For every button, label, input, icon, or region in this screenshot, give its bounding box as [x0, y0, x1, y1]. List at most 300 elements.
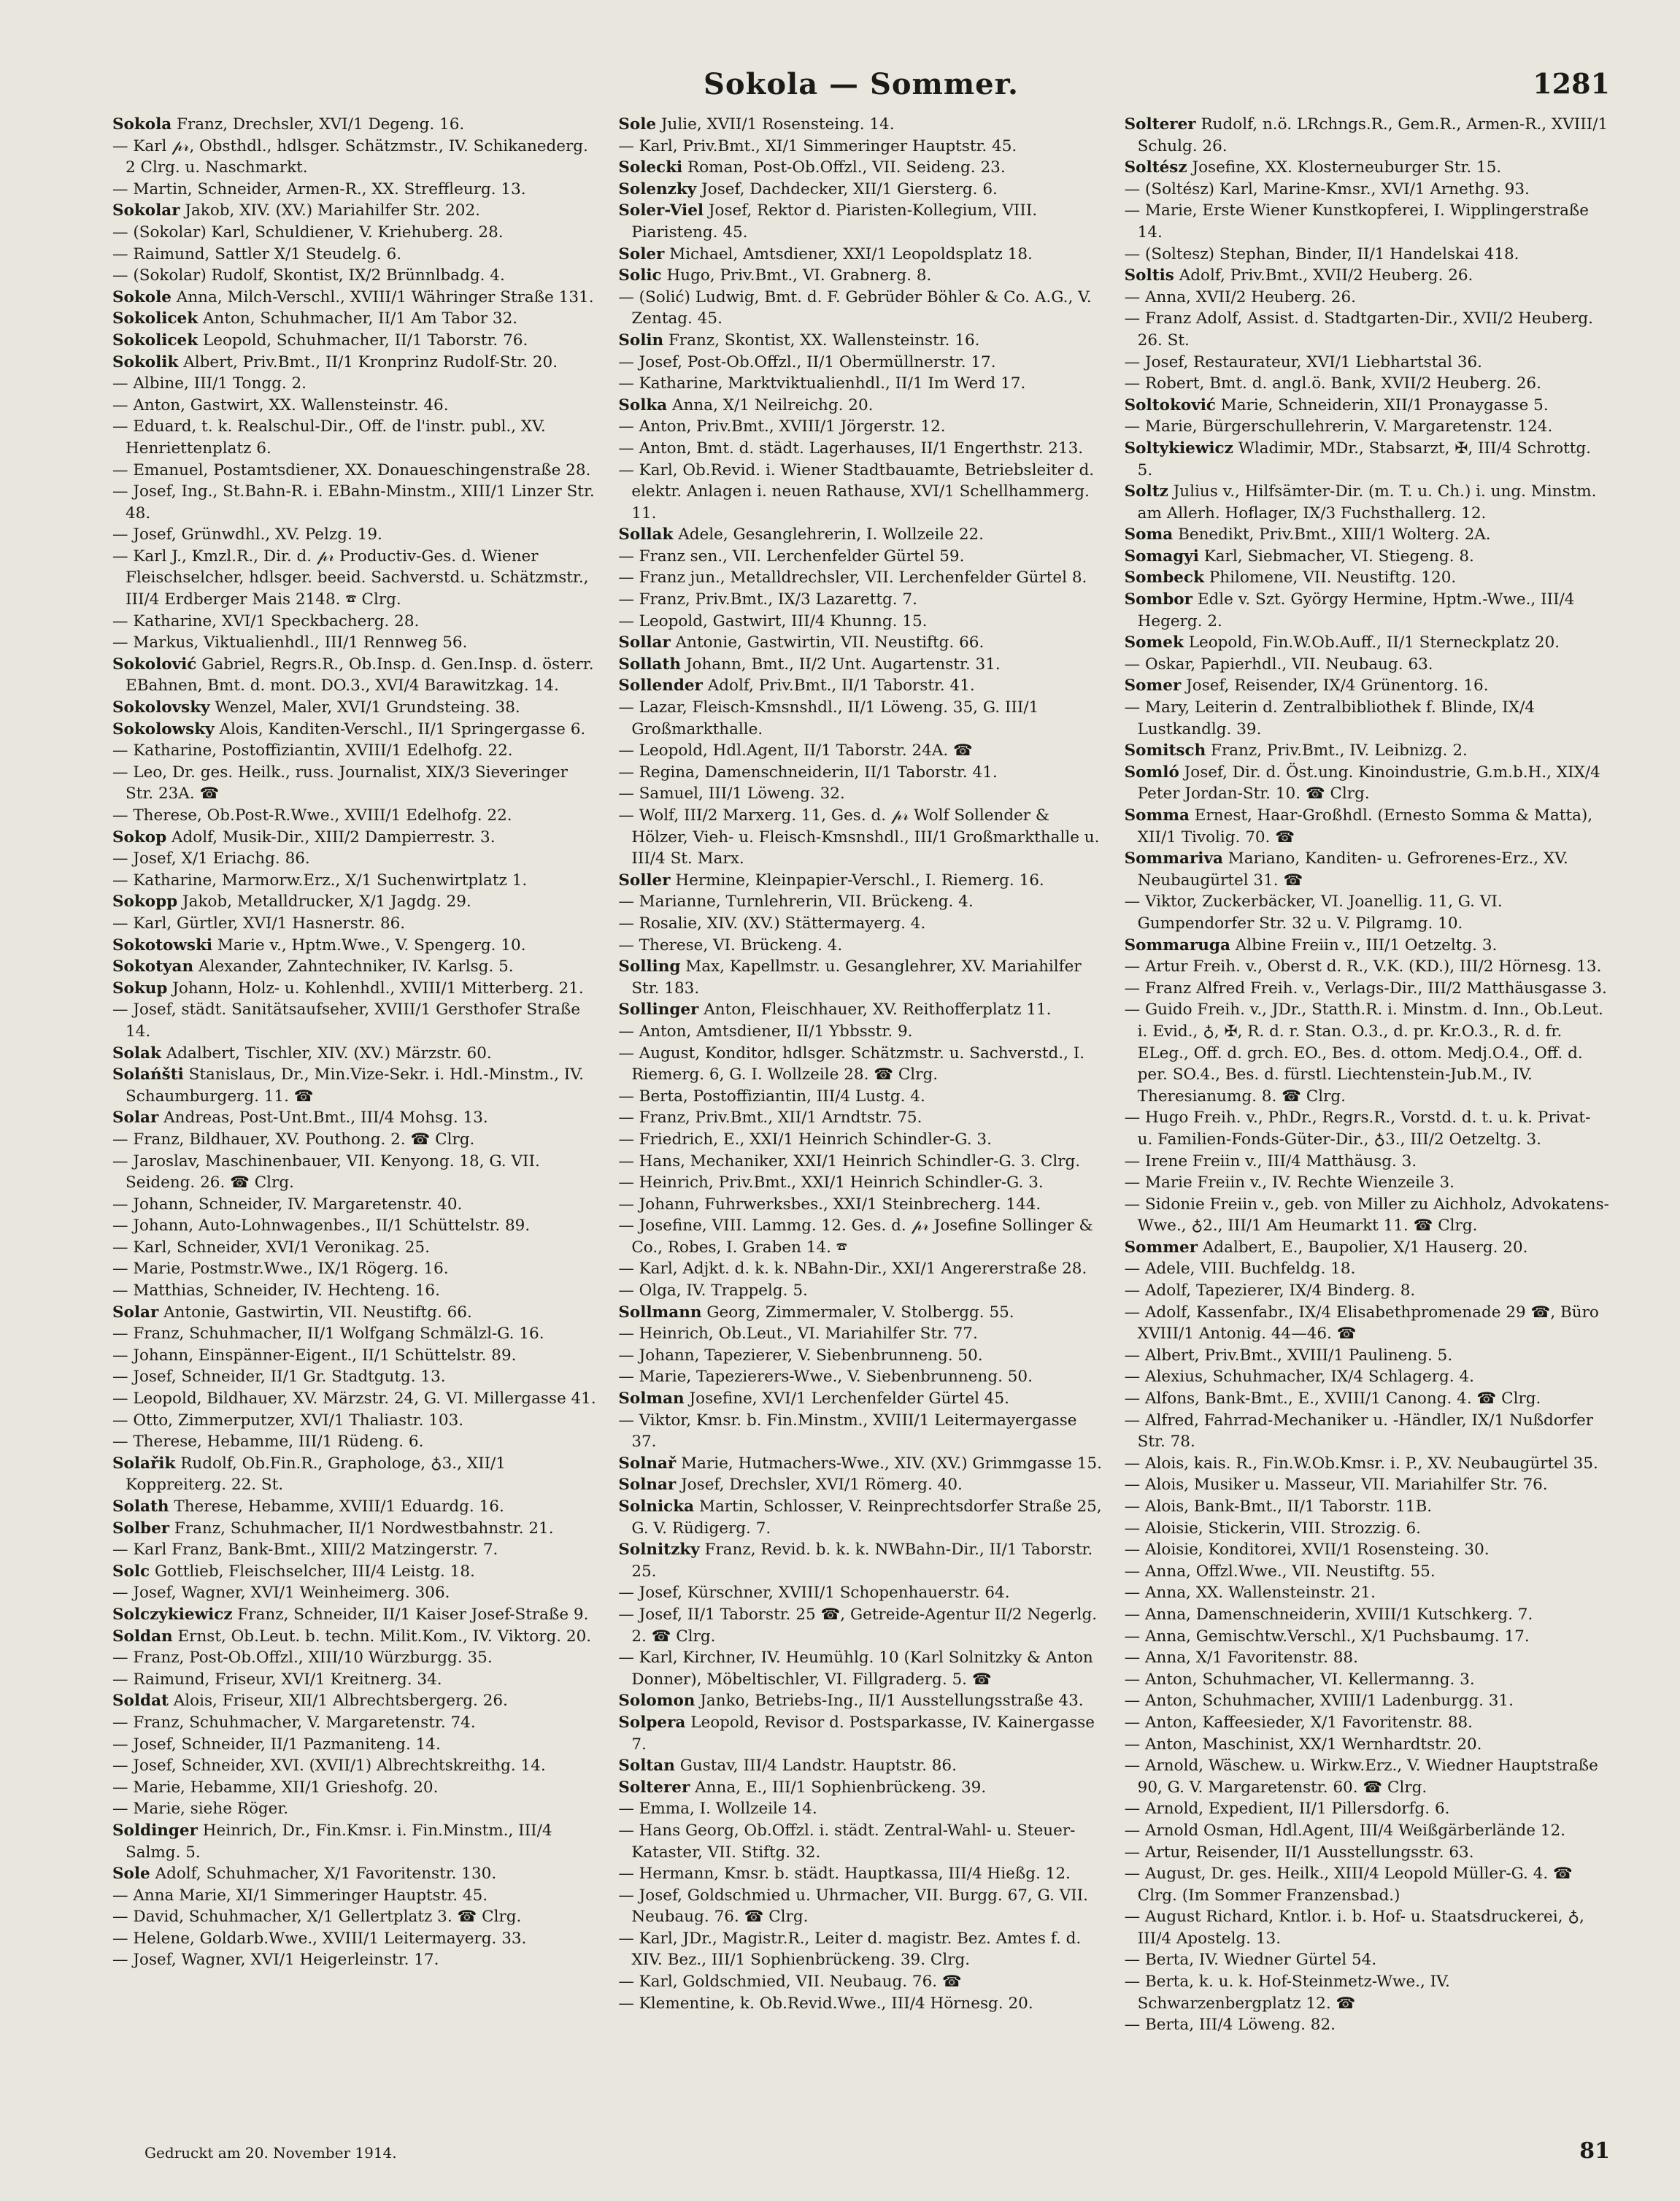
entry-text: Edle v. Szt. György Hermine, Hptm.-Wwe., III/4 Hegerg. 2. [1137, 590, 1575, 631]
entry-text: Josef, Dachdecker, XII/1 Giersterg. 6. [701, 180, 998, 198]
entry-text: — Karl Franz, Bank-Bmt., XIII/2 Matzingerstr. 7. [112, 1541, 498, 1560]
entry-text: — Sidonie Freiin v., geb. von Miller zu Aichholz, Advokatens-Wwe., ♁2., III/1 Am Heumarkt 11. ☎ Clrg. [1124, 1195, 1609, 1236]
directory-entry [112, 999, 598, 1042]
directory-entry [618, 1971, 1103, 1993]
entry-text: — Hans, Mechaniker, XXI/1 Heinrich Schindler-G. 3. Clrg. [618, 1152, 1081, 1171]
directory-entry [618, 654, 1103, 676]
entry-surname: Sommaruga [1124, 936, 1230, 955]
directory-entry [112, 611, 598, 633]
directory-entry [112, 1345, 598, 1367]
directory-entry [618, 1539, 1103, 1582]
entry-text: — Viktor, Kmsr. b. Fin.Minstm., XVIII/1 Leitermayergasse 37. [618, 1411, 1077, 1452]
entry-text: — Josefine, VIII. Lammg. 12. Ges. d. 𝓅𝓇 Josefine Sollinger & Co., Robes, I. Graben 14. ☎ [618, 1217, 1093, 1257]
directory-entry [618, 762, 1103, 784]
entry-text: — Albert, Priv.Bmt., XVIII/1 Paulineng. 5. [1124, 1346, 1453, 1365]
entry-surname: Soma [1124, 525, 1174, 544]
entry-text: — Therese, Ob.Post-R.Wwe., XVIII/1 Edelhofg. 22. [112, 806, 512, 825]
entry-text: Adele, Gesanglehrerin, I. Wollzeile 22. [678, 525, 985, 544]
entry-text: — Jaroslav, Maschinenbauer, VII. Kenyong. 18, G. VII. Seideng. 26. ☎ Clrg. [112, 1152, 540, 1192]
directory-entry [1125, 978, 1610, 1000]
directory-entry [112, 114, 598, 136]
entry-text: — Lazar, Fleisch-Kmsnshdl., II/1 Löweng. 35, G. III/1 Großmarkthalle. [618, 698, 1039, 739]
directory-entry [112, 1280, 598, 1302]
entry-text: Johann, Bmt., II/2 Unt. Augartenstr. 31. [685, 655, 1001, 674]
entry-text: — Klementine, k. Ob.Revid.Wwe., III/4 Hörnesg. 20. [618, 1994, 1033, 2013]
entry-text: Adalbert, E., Baupolier, X/1 Hauserg. 20. [1202, 1238, 1528, 1257]
entry-surname: Sokopp [112, 893, 178, 911]
entry-text: — August, Konditor, hdlsger. Schätzmstr. u. Sachverstd., I. Riemerg. 6, G. I. Wollzeile 28. ☎ Clrg. [618, 1044, 1085, 1084]
directory-entry [112, 719, 598, 741]
directory-entry [112, 1107, 598, 1129]
directory-entry [1125, 546, 1610, 568]
entry-text: — Anna, X/1 Favoritenstr. 88. [1124, 1649, 1358, 1668]
entry-text: — Wolf, III/2 Marxerg. 11, Ges. d. 𝓅𝓇 Wolf Sollender & Hölzer, Vieh- u. Fleisch-Kmsnshdl., III/1 Großmarkthalle u. III/4 St. Marx. [618, 806, 1100, 868]
directory-entry [618, 999, 1103, 1021]
directory-entry [618, 956, 1103, 999]
directory-entry [1125, 1669, 1610, 1691]
entry-text: — Berta, IV. Wiedner Gürtel 54. [1124, 1951, 1377, 1970]
directory-entry [618, 1388, 1103, 1410]
entry-text: — Adolf, Kassenfabr., IX/4 Elisabethpromenade 29 ☎, Büro XVIII/1 Antonig. 44—46. ☎ [1124, 1303, 1599, 1344]
directory-entry [112, 1518, 598, 1540]
entry-text: — Samuel, III/1 Löweng. 32. [618, 785, 845, 803]
entry-text: — Josef, Schneider, II/1 Pazmaniteng. 14. [112, 1735, 441, 1754]
directory-entry [618, 1777, 1103, 1799]
entry-surname: Sokolicek [112, 309, 199, 328]
entry-surname: Solterer [618, 1778, 690, 1797]
entry-text: Leopold, Schuhmacher, II/1 Taborstr. 76. [202, 331, 528, 350]
directory-entry [618, 1302, 1103, 1324]
directory-entry [112, 1064, 598, 1107]
directory-entry [618, 200, 1103, 243]
entry-text: — Marie, Hebamme, XII/1 Grieshofg. 20. [112, 1778, 439, 1797]
entry-text: — Anna, Offzl.Wwe., VII. Neustiftg. 55. [1124, 1562, 1436, 1581]
entry-text: — Karl, Priv.Bmt., XI/1 Simmeringer Hauptstr. 45. [618, 136, 1017, 155]
column-1 [112, 114, 598, 2113]
entry-surname: Solecki [618, 158, 683, 177]
page-number: 1281 [1533, 67, 1610, 100]
directory-entry [1125, 675, 1610, 697]
directory-entry [112, 1928, 598, 1950]
directory-entry [112, 1129, 598, 1151]
directory-entry [618, 913, 1103, 935]
entry-text: — Irene Freiin v., III/4 Matthäusg. 3. [1124, 1152, 1417, 1171]
directory-entry [618, 546, 1103, 568]
directory-entry [618, 1582, 1103, 1604]
entry-text: Marie v., Hptm.Wwe., V. Spengerg. 10. [217, 936, 526, 955]
directory-entry [1125, 1518, 1610, 1540]
entry-text: — Franz, Priv.Bmt., XII/1 Arndtstr. 75. [618, 1109, 922, 1128]
print-date: Gedruckt am 20. November 1914. [145, 2144, 397, 2162]
entry-text: — Arnold, Expedient, II/1 Pillersdorfg. 6. [1124, 1800, 1450, 1819]
directory-entry [112, 1561, 598, 1583]
entry-surname: Solling [618, 957, 681, 976]
directory-entry [112, 827, 598, 849]
directory-entry [112, 654, 598, 697]
entry-text: — Johann, Tapezierer, V. Siebenbrunneng. 50. [618, 1346, 983, 1365]
directory-entry [618, 589, 1103, 611]
directory-entry [618, 1194, 1103, 1216]
directory-entry [112, 244, 598, 266]
entry-text: — Guido Freih. v., JDr., Statth.R. i. Minstm. d. Inn., Ob.Leut. i. Evid., ♁, ✠, R. d. r. Stan. O.3., d. pr. Kr.O.3., R. d. fr. ELeg., Off. d. grch. EO., Bes. d. ottom. Medj.O.4., Off. d. per. SO.4., Bes. d. fürstl. Liechtenstein-Jub.M., IV. Theresianumg. 8. ☎ Clrg. [1124, 1001, 1603, 1106]
entry-text: — Karl, Kirchner, IV. Heumühlg. 10 (Karl Solnitzky & Anton Donner), Möbeltischler, VI. Fillgraderg. 5. ☎ [618, 1649, 1093, 1689]
entry-surname: Sokola [112, 115, 172, 134]
entry-text: — Katharine, Postoffiziantin, XVIII/1 Edelhofg. 22. [112, 741, 513, 760]
entry-text: — Heinrich, Priv.Bmt., XXI/1 Heinrich Schindler-G. 3. [618, 1173, 1044, 1192]
entry-text: Franz, Schneider, II/1 Kaiser Josef-Straße 9. [237, 1605, 589, 1624]
entry-text: — Karl, Schneider, XVI/1 Veronikag. 25. [112, 1238, 430, 1257]
directory-entry [618, 1366, 1103, 1388]
directory-entry [618, 244, 1103, 266]
entry-surname: Sokolovsky [112, 698, 210, 717]
directory-entry [112, 1604, 598, 1626]
entry-surname: Somagyi [1124, 547, 1199, 566]
directory-entry [618, 1453, 1103, 1475]
entry-surname: Sokop [112, 828, 167, 847]
directory-entry [112, 1712, 598, 1734]
entry-text: — Josef, Schneider, XVI. (XVII/1) Albrechtskreithg. 14. [112, 1757, 546, 1776]
directory-entry [618, 1798, 1103, 1820]
entry-text: — Leopold, Bildhauer, XV. Märzstr. 24, G. VI. Millergasse 41. [112, 1389, 596, 1408]
entry-text: Anton, Fleischhauer, XV. Reithofferplatz 11. [704, 1001, 1052, 1019]
directory-entry [1125, 1194, 1610, 1237]
directory-entry [112, 395, 598, 417]
entry-text: — Anton, Amtsdiener, II/1 Ybbsstr. 9. [618, 1022, 913, 1041]
directory-entry [1125, 1410, 1610, 1453]
directory-entry [112, 524, 598, 546]
entry-surname: Sokotowski [112, 936, 213, 955]
directory-entry [112, 1820, 598, 1863]
entry-text: Wenzel, Maler, XVI/1 Grundsteing. 38. [215, 698, 520, 717]
directory-entry [1125, 1474, 1610, 1496]
entry-text: — Josef, Kürschner, XVIII/1 Schopenhauerstr. 64. [618, 1584, 1010, 1603]
entry-surname: Sokup [112, 979, 168, 998]
running-title: Sokola — Sommer. [704, 67, 1019, 101]
entry-text: Julius v., Hilfsämter-Dir. (m. T. u. Ch.) i. ung. Minstm. am Allerh. Hoflager, IX/3 Fuchsthallerg. 12. [1137, 482, 1597, 523]
directory-entry [1125, 1582, 1610, 1604]
entry-surname: Soldat [112, 1692, 169, 1711]
directory-entry [112, 200, 598, 222]
entry-surname: Somitsch [1124, 741, 1206, 760]
entry-text: Max, Kapellmstr. u. Gesanglehrer, XV. Mariahilfer Str. 183. [631, 957, 1082, 998]
directory-entry [618, 1410, 1103, 1453]
entry-text: Alois, Friseur, XII/1 Albrechtsbergerg. 26. [173, 1692, 508, 1711]
entry-text: Wladimir, MDr., Stabsarzt, ✠, III/4 Schrottg. 5. [1137, 439, 1591, 479]
directory-entry [1125, 200, 1610, 243]
directory-entry [112, 287, 598, 309]
entry-text: Josef, Drechsler, XVI/1 Römerg. 40. [681, 1476, 963, 1495]
entry-text: Josefine, XX. Klosterneuburger Str. 15. [1192, 158, 1502, 177]
entry-text: Adolf, Priv.Bmt., II/1 Taborstr. 41. [707, 677, 975, 695]
entry-surname: Sollinger [618, 1001, 699, 1019]
entry-surname: Soler [618, 244, 665, 263]
entry-surname: Sombeck [1124, 568, 1204, 587]
directory-entry [1125, 1561, 1610, 1583]
directory-entry [1125, 1539, 1610, 1561]
entry-surname: Solar [112, 1109, 159, 1128]
entry-text: Karl, Siebmacher, VI. Stiegeng. 8. [1203, 547, 1474, 566]
entry-surname: Somek [1124, 633, 1184, 652]
directory-entry [112, 1647, 598, 1669]
entry-text: Antonie, Gastwirtin, VII. Neustiftg. 66. [163, 1303, 472, 1322]
entry-text: — Alois, Musiker u. Masseur, VII. Mariahilfer Str. 76. [1124, 1476, 1548, 1495]
directory-entry [1125, 524, 1610, 546]
entry-text: — Franz, Priv.Bmt., IX/3 Lazarettg. 7. [618, 590, 917, 609]
directory-entry [1125, 265, 1610, 287]
directory-entry [1125, 1798, 1610, 1820]
entry-surname: Solin [618, 331, 664, 350]
entry-text: — Alexius, Schuhmacher, IX/4 Schlagerg. 4. [1124, 1368, 1474, 1387]
directory-entry [112, 870, 598, 892]
entry-text: Franz, Schuhmacher, II/1 Nordwestbahnstr. 21. [174, 1519, 554, 1538]
entry-text: Antonie, Gastwirtin, VII. Neustiftg. 66. [675, 633, 985, 652]
directory-entry [112, 1453, 598, 1496]
entry-surname: Somma [1124, 806, 1190, 825]
directory-entry [112, 330, 598, 352]
entry-text: — (Sokolar) Rudolf, Skontist, IX/2 Brünnlbadg. 4. [112, 266, 505, 285]
directory-entry [1125, 308, 1610, 351]
directory-entry [1125, 438, 1610, 481]
entry-text: — Anna, Damenschneiderin, XVIII/1 Kutschkerg. 7. [1124, 1605, 1533, 1624]
entry-text: — David, Schuhmacher, X/1 Gellertplatz 3. ☎ Clrg. [112, 1908, 522, 1927]
entry-surname: Sole [112, 1865, 150, 1884]
entry-text: — Alfons, Bank-Bmt., E., XVIII/1 Canong. 4. ☎ Clrg. [1124, 1389, 1541, 1408]
directory-entry [1125, 1971, 1610, 2014]
directory-entry [112, 1582, 598, 1604]
entry-text: — Karl, JDr., Magistr.R., Leiter d. magistr. Bez. Amtes f. d. XIV. Bez., III/1 Sophienbrückeng. 39. Clrg. [618, 1929, 1082, 1970]
entry-text: — Aloisie, Konditorei, XVII/1 Rosensteing. 30. [1124, 1541, 1490, 1560]
entry-text: Albine Freiin v., III/1 Oetzeltg. 3. [1235, 936, 1498, 955]
directory-entry [112, 1431, 598, 1453]
entry-text: — Josef, städt. Sanitätsaufseher, XVIII/1 Gersthofer Straße 14. [112, 1001, 581, 1041]
entry-text: — Karl, Goldschmied, VII. Neubaug. 76. ☎ [618, 1973, 962, 1992]
entry-surname: Sokolik [112, 352, 179, 371]
directory-entry [618, 136, 1103, 158]
entry-text: — (Sokolar) Karl, Schuldiener, V. Kriehuberg. 28. [112, 223, 504, 242]
directory-entry [1125, 935, 1610, 957]
directory-entry [1125, 567, 1610, 589]
directory-entry [618, 1647, 1103, 1690]
directory-entry [112, 1777, 598, 1799]
entry-text: — Alfred, Fahrrad-Mechaniker u. -Händler, IX/1 Nußdorfer Str. 78. [1124, 1411, 1594, 1452]
entry-surname: Solnar [618, 1476, 677, 1495]
directory-entry [618, 1345, 1103, 1367]
directory-entry [1125, 1280, 1610, 1302]
entry-text: — Anna Marie, XI/1 Simmeringer Hauptstr. 45. [112, 1886, 488, 1905]
entry-text: — Josef, Wagner, XVI/1 Weinheimerg. 306. [112, 1584, 450, 1603]
entry-text: — Artur Freih. v., Oberst d. R., V.K. (KD.), III/2 Hörnesg. 13. [1124, 957, 1602, 976]
entry-surname: Solenzky [618, 180, 697, 198]
directory-entry [1125, 1604, 1610, 1626]
entry-text: — Raimund, Friseur, XVI/1 Kreitnerg. 34. [112, 1670, 442, 1689]
directory-entry [112, 1215, 598, 1237]
entry-text: — Marie, Bürgerschullehrerin, V. Margaretenstr. 124. [1124, 417, 1553, 436]
entry-surname: Sole [618, 115, 657, 134]
directory-entry [112, 1410, 598, 1432]
entry-text: — Anton, Schuhmacher, VI. Kellermanng. 3. [1124, 1670, 1475, 1689]
entry-text: — Karl, Ob.Revid. i. Wiener Stadtbauamte, Betriebsleiter d. elektr. Anlagen i. neuen Rathause, XVI/1 Schellhammerg. 11. [618, 460, 1095, 523]
directory-entry [112, 1906, 598, 1928]
directory-entry [1125, 1734, 1610, 1756]
directory-entry [1125, 1107, 1610, 1150]
entry-text: Adolf, Priv.Bmt., XVII/2 Heuberg. 26. [1179, 266, 1473, 285]
entry-text: — Marie, Erste Wiener Kunstkopferei, I. Wipplingerstraße 14. [1124, 201, 1589, 242]
directory-entry [1125, 589, 1610, 632]
entry-text: — Franz Alfred Freih. v., Verlags-Dir., III/2 Matthäusgasse 3. [1124, 979, 1607, 998]
entry-text: Josefine, XVI/1 Lerchenfelder Gürtel 45. [689, 1389, 1009, 1408]
directory-entry [112, 1755, 598, 1777]
directory-entry [1125, 1647, 1610, 1669]
directory-entry [618, 1755, 1103, 1777]
directory-entry [112, 546, 598, 611]
entry-text: — Berta, III/4 Löweng. 82. [1124, 2016, 1336, 2035]
entry-text: Rudolf, n.ö. LRchngs.R., Gem.R., Armen-R., XVIII/1 Schulg. 26. [1137, 115, 1608, 155]
directory-entry [1125, 1453, 1610, 1475]
entry-surname: Sokolicek [112, 331, 199, 350]
column-3 [1125, 114, 1610, 2113]
sheet-number: 81 [1579, 2138, 1610, 2164]
entry-text: Leopold, Fin.W.Ob.Auff., II/1 Sterneckplatz 20. [1188, 633, 1560, 652]
directory-entry [112, 1258, 598, 1280]
directory-entry [618, 697, 1103, 740]
entry-surname: Solber [112, 1519, 170, 1538]
entry-text: Mariano, Kanditen- u. Gefrorenes-Erz., XV. Neubaugürtel 31. ☎ [1137, 849, 1568, 890]
directory-entry [1125, 1690, 1610, 1712]
entry-surname: Solman [618, 1389, 685, 1408]
entry-text: — Arnold, Wäschew. u. Wirkw.Erz., V. Wiedner Hauptstraße 90, G. V. Margaretenstr. 60. ☎ Clrg. [1124, 1757, 1598, 1797]
directory-entry [618, 265, 1103, 287]
entry-text: — Josef, Schneider, II/1 Gr. Stadtgutg. 13. [112, 1368, 446, 1387]
directory-entry [112, 956, 598, 978]
entry-text: — Albine, III/1 Tongg. 2. [112, 374, 307, 393]
directory-entry [1125, 1172, 1610, 1194]
entry-text: — Regina, Damenschneiderin, II/1 Taborstr. 41. [618, 763, 998, 782]
entry-text: Ernst, Ob.Leut. b. techn. Milit.Kom., IV. Viktorg. 20. [177, 1627, 592, 1646]
entry-surname: Sokolowsky [112, 720, 215, 739]
directory-entry [1125, 114, 1610, 157]
directory-entry [618, 1474, 1103, 1496]
directory-entry [1125, 1626, 1610, 1648]
directory-entry [112, 1366, 598, 1388]
directory-entry [1125, 697, 1610, 740]
directory-entry [112, 136, 598, 179]
entry-text: — Anna, XVII/2 Heuberg. 26. [1124, 288, 1356, 307]
directory-entry [618, 870, 1103, 892]
entry-text: Anna, X/1 Neilreichg. 20. [672, 396, 874, 415]
directory-entry [1125, 805, 1610, 848]
directory-entry [1125, 1151, 1610, 1173]
directory-entry [618, 1258, 1103, 1280]
directory-entry [618, 1043, 1103, 1086]
directory-entry [618, 891, 1103, 913]
directory-entry [112, 1863, 598, 1885]
directory-entry [618, 611, 1103, 633]
entry-text: — Katharine, XVI/1 Speckbacherg. 28. [112, 612, 420, 631]
directory-entry [112, 1798, 598, 1820]
entry-text: Johann, Holz- u. Kohlenhdl., XVIII/1 Mitterberg. 21. [172, 979, 584, 998]
directory-entry [618, 1690, 1103, 1712]
directory-entry [618, 675, 1103, 697]
directory-entry [618, 1993, 1103, 2015]
entry-surname: Solnař [618, 1454, 677, 1473]
directory-entry [618, 1863, 1103, 1885]
directory-entry [112, 978, 598, 1000]
entry-text: Michael, Amtsdiener, XXI/1 Leopoldsplatz 18. [669, 244, 1033, 263]
entry-text: Leopold, Revisor d. Postsparkasse, IV. Kainergasse 7. [631, 1713, 1095, 1754]
directory-entry [1125, 1302, 1610, 1345]
entry-text: Roman, Post-Ob.Offzl., VII. Seideng. 23. [687, 158, 1006, 177]
directory-entry [112, 762, 598, 805]
entry-text: — Adolf, Tapezierer, IX/4 Binderg. 8. [1124, 1281, 1416, 1300]
directory-entry [1125, 1388, 1610, 1410]
entry-surname: Sommariva [1124, 849, 1223, 868]
entry-text: Adolf, Schuhmacher, X/1 Favoritenstr. 130. [155, 1865, 497, 1884]
entry-text: Jakob, Metalldrucker, X/1 Jagdg. 29. [182, 893, 471, 911]
entry-surname: Sombor [1124, 590, 1192, 609]
entry-surname: Soltz [1124, 482, 1168, 501]
entry-surname: Sollmann [618, 1303, 702, 1322]
entry-text: — Josef, X/1 Eriachg. 86. [112, 849, 310, 868]
entry-text: Gabriel, Regrs.R., Ob.Insp. d. Gen.Insp. d. österr. EBahnen, Bmt. d. mont. DO.3., XVI/4 Barawitzkag. 14. [126, 655, 594, 695]
directory-entry [112, 1302, 598, 1324]
entry-text: Janko, Betriebs-Ing., II/1 Ausstellungsstraße 43. [700, 1692, 1084, 1711]
entry-text: Therese, Hebamme, XVIII/1 Eduardg. 16. [174, 1497, 504, 1516]
entry-text: — Karl 𝓅𝓇, Obsthdl., hdlsger. Schätzmstr., IV. Schikanederg. 2 Clrg. u. Naschmarkt. [112, 136, 588, 177]
entry-surname: Soltoković [1124, 396, 1216, 415]
directory-entry [1125, 352, 1610, 374]
directory-entry [1125, 1820, 1610, 1842]
entry-text: — Markus, Viktualienhdl., III/1 Rennweg 56. [112, 633, 468, 652]
entry-text: Julie, XVII/1 Rosensteing. 14. [660, 115, 895, 134]
entry-text: — Anton, Kaffeesieder, X/1 Favoritenstr. 88. [1124, 1713, 1473, 1732]
directory-entry [618, 1021, 1103, 1043]
entry-text: — Artur, Reisender, II/1 Ausstellungsstr. 63. [1124, 1843, 1474, 1862]
entry-text: Albert, Priv.Bmt., II/1 Kronprinz Rudolf-Str. 20. [183, 352, 558, 371]
directory-entry [112, 1949, 598, 1971]
entry-text: — Marie Freiin v., IV. Rechte Wienzeile 3. [1124, 1173, 1454, 1192]
directory-entry [618, 287, 1103, 330]
directory-entry [618, 524, 1103, 546]
directory-entry [112, 352, 598, 374]
directory-entry [1125, 848, 1610, 891]
directory-entry [112, 913, 598, 935]
entry-text: — Anton, Priv.Bmt., XVIII/1 Jörgerstr. 12. [618, 417, 946, 436]
entry-text: — Berta, Postoffiziantin, III/4 Lustg. 4. [618, 1087, 925, 1106]
directory-entry [1125, 1842, 1610, 1864]
entry-surname: Solc [112, 1562, 150, 1581]
directory-entry [112, 632, 598, 654]
directory-entry [112, 1496, 598, 1518]
entry-surname: Solar [112, 1303, 159, 1322]
directory-entry [618, 567, 1103, 589]
entry-text: Adalbert, Tischler, XIV. (XV.) Märzstr. 60. [166, 1044, 492, 1063]
entry-text: Ernest, Haar-Großhdl. (Ernesto Somma & Matta), XII/1 Tivolig. 70. ☎ [1137, 806, 1593, 847]
entry-text: Heinrich, Dr., Fin.Kmsr. i. Fin.Minstm., III/4 Salmg. 5. [126, 1821, 552, 1862]
directory-entry [618, 1215, 1103, 1258]
directory-entry [1125, 956, 1610, 978]
entry-text: — Martin, Schneider, Armen-R., XX. Streffleurg. 13. [112, 180, 526, 198]
entry-text: — Hermann, Kmsr. b. städt. Hauptkassa, III/4 Hießg. 12. [618, 1865, 1071, 1884]
entry-text: — Leo, Dr. ges. Heilk., russ. Journalist, XIX/3 Sieveringer Str. 23A. ☎ [112, 763, 568, 803]
entry-text: — Therese, VI. Brückeng. 4. [618, 936, 843, 955]
directory-entry [112, 1885, 598, 1907]
entry-text: Anton, Schuhmacher, II/1 Am Tabor 32. [202, 309, 518, 328]
directory-entry [112, 1323, 598, 1345]
directory-entry [1125, 632, 1610, 654]
directory-entry [112, 1151, 598, 1194]
page-footer [145, 2138, 1610, 2167]
entry-text: Franz, Skontist, XX. Wallensteinstr. 16. [668, 331, 980, 350]
